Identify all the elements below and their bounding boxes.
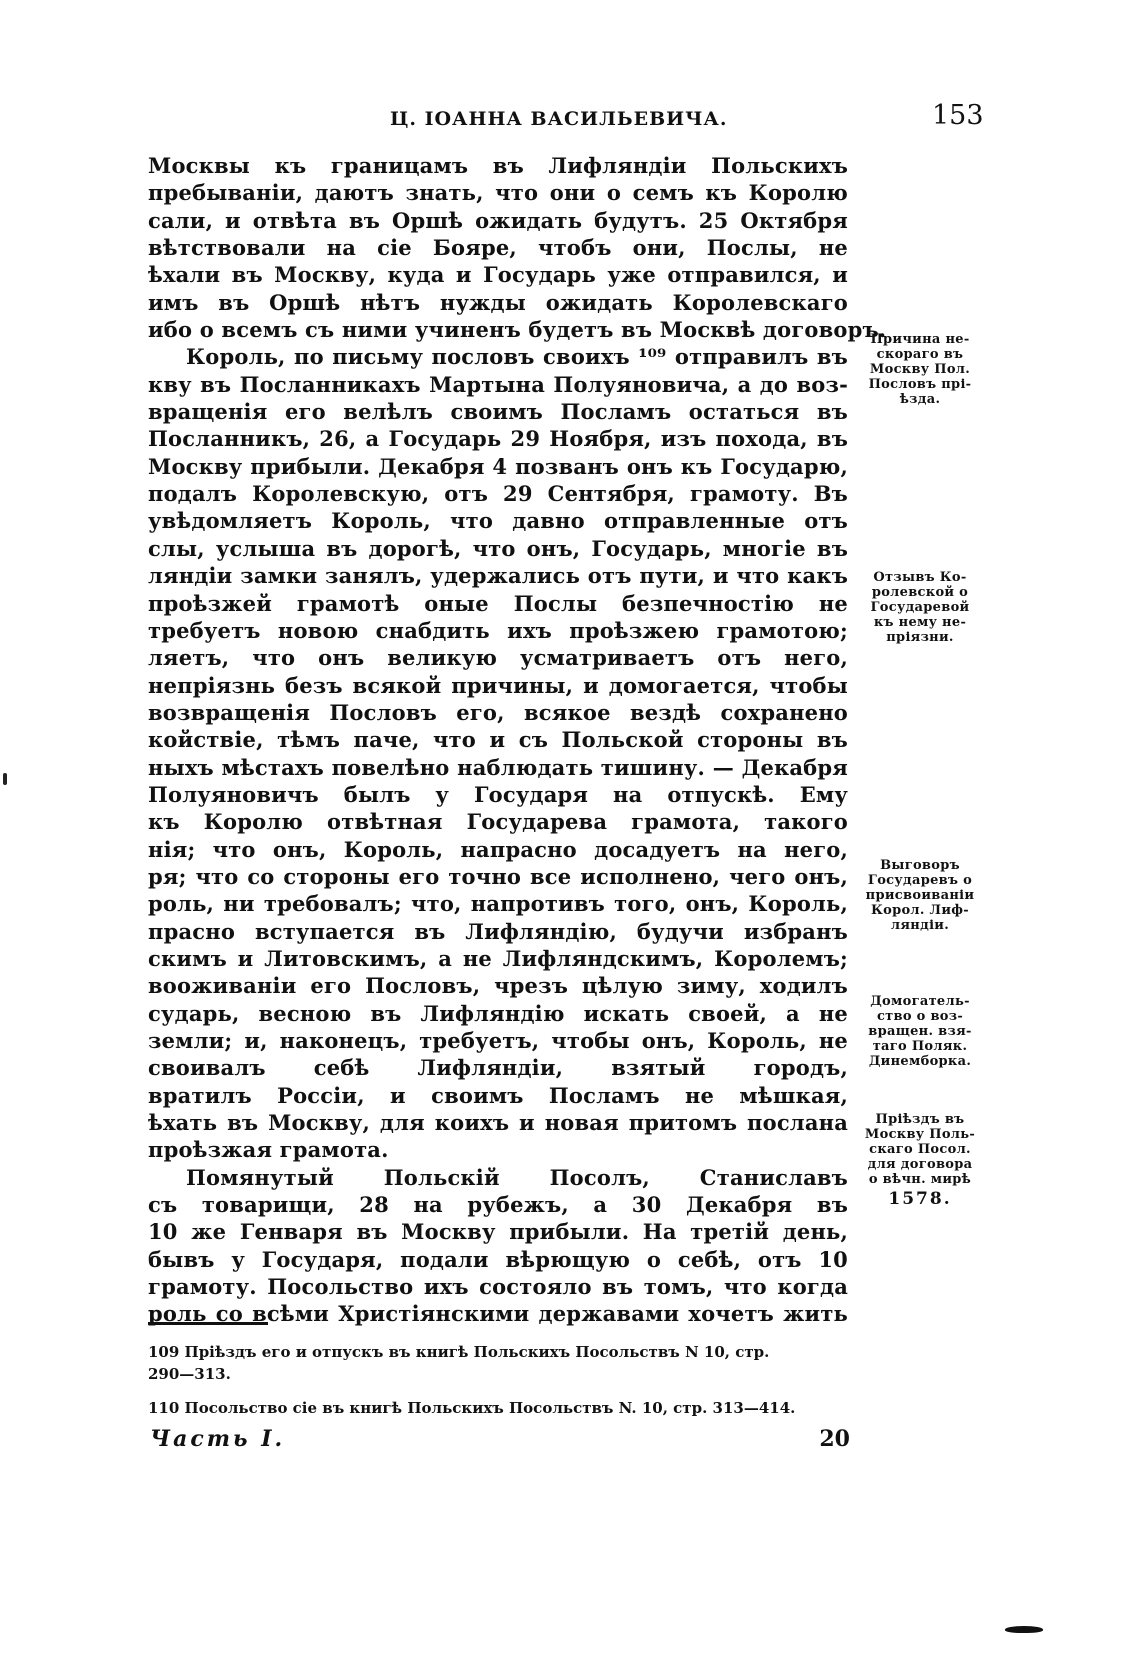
text-line: 10 же Генваря въ Москву прибыли. На третій день, [148,1219,848,1245]
margin-note-line: о вѣчн. мирѣ [868,1172,972,1187]
text-line: ляндіи замки занялъ, удержались отъ пути, и что какъ [148,563,848,589]
text-line: земли; и, наконецъ, требуетъ, чтобы онъ, Король, не [148,1028,848,1053]
text-line: имъ въ Оршѣ нѣтъ нужды ожидать Королевскаго [148,289,848,315]
margin-note-line: Домогатель- [870,994,970,1009]
margin-note-line: Москву Пол. [869,362,971,377]
footnote-gap [148,1385,848,1397]
text-line: слы, услыша въ дорогѣ, что онъ, Государь, многіе въ [148,535,848,561]
text-line: прасно вступается въ Лифляндію, будучи избранъ [148,918,848,944]
margin-note-line: Отзывъ Ко- [873,570,967,585]
text-line: грамоту. Посольство ихъ состояло въ томъ, что когда [148,1274,848,1300]
margin-note [855,858,985,933]
text-line: кву въ Посланникахъ Мартына Полуяновича, а до воз- [148,371,848,397]
text-line: Полуяновичъ былъ у Государя на отпускѣ. Ему [148,781,848,807]
text-line: Помянутый Польскій Посолъ, Станиславъ [186,1164,848,1190]
text-line: Король, по письму пословъ своихъ ¹⁰⁹ отправилъ въ [186,344,848,370]
text-line: подалъ Королевскую, отъ 29 Сентября, грамоту. Въ [148,481,848,507]
margin-note-line: къ нему не- [873,615,967,630]
text-line: ляетъ, что онъ великую усматриваетъ отъ него, [148,645,848,671]
text-line: сали, и отвѣта въ Оршѣ ожидать будутъ. 25 Октября [148,207,848,233]
part-label: Часть I. [150,1426,286,1452]
footnote-line: 109 Пріѣздъ его и отпускъ въ книгѣ Польскихъ Посольствъ N 10, стр. [148,1343,770,1361]
text-line: Москву прибыли. Декабря 4 позванъ онъ къ Государю, [148,453,848,479]
margin-note-line: Корол. Лиф- [870,903,970,918]
text-line: требуетъ новою снабдить ихъ проѣзжею грамотою; [148,617,848,643]
margin-note-line: Государевъ о [867,873,973,888]
margin-note-line: для договора [867,1157,973,1172]
main-text [148,152,887,1328]
text-line: скимъ и Литовскимъ, а не Лифляндскимъ, Королемъ; [148,945,848,971]
footnotes [148,1341,848,1419]
sheet-number: 20 [819,1426,850,1452]
text-line: ѣхали въ Москву, куда и Государь уже отправился, и [148,262,848,288]
text-line: роль со всѣми Христіянскими державами хочетъ жить [148,1301,848,1327]
margin-note-line: ѣзда. [899,392,941,407]
margin-note-line: ролевской о [871,585,969,600]
margin-note-line: Москву Поль- [864,1127,976,1142]
text-line: роль, ни требовалъ; что, напротивъ того, онъ, Король, [148,891,848,917]
margin-note [855,332,985,407]
footnote-line: 110 Посольство сіе въ книгѣ Польскихъ Посольствъ N. 10, стр. 313—414. [148,1399,796,1417]
text-line: ибо о всемъ съ ними учиненъ будетъ въ Москвѣ договоръ. [148,317,887,343]
text-line: ря; что со стороны его точно все исполнено, чего онъ, [148,863,848,889]
margin-note-line: Динемборка. [868,1054,972,1069]
text-line: нія; что онъ, Король, напрасно досадуетъ на него, [148,836,848,862]
margin-note-line: скаго Посол. [869,1142,971,1157]
page-number: 153 [932,100,984,131]
footnote-line: 290—313. [148,1365,231,1383]
text-line: непріязнь безъ всякой причины, и домогается, чтобы [148,672,848,698]
margin-note-line: пріязни. [886,630,954,645]
margin-note-line: присвоиваніи [865,888,975,903]
text-line: вѣтствовали на сіе Бояре, чтобъ они, Послы, не [148,235,848,261]
margin-note-line: таго Поляк. [872,1039,968,1054]
text-line: пребываніи, даютъ знать, что они о семъ къ Королю [148,180,848,206]
corner-ink-mark [1005,1626,1043,1633]
text-line: Посланникъ, 26, а Государь 29 Ноября, изъ похода, въ [148,426,848,452]
text-line: бывъ у Государя, подали вѣрющую о себѣ, отъ 10 [148,1246,848,1272]
margin-note-line: вращен. взя- [868,1024,972,1039]
footnote-rule [148,1322,268,1325]
text-line: проѣзжая грамота. [148,1137,389,1163]
text-line: сударь, весною въ Лифляндію искать своей, а не [148,1000,848,1026]
text-line: къ Королю отвѣтная Государева грамота, такого [148,809,848,835]
margin-note [855,994,985,1069]
text-line: Москвы къ границамъ въ Лифляндіи Польскихъ [148,153,848,178]
margin-note-line: скораго въ [876,347,964,362]
text-line: ныхъ мѣстахъ повелѣно наблюдать тишину. — Декабря [148,754,848,780]
margin-note [855,1112,985,1211]
margin-note-line: Государевой [870,600,970,615]
text-line: своивалъ себѣ Лифляндіи, взятый городъ, [148,1055,848,1081]
margin-note-line: Причина не- [870,332,970,347]
text-line: ѣхать въ Москву, для коихъ и новая притомъ послана [148,1110,848,1136]
text-line: проѣзжей грамотѣ оные Послы безпечностію не [148,590,848,616]
signature-line [150,1426,850,1452]
text-line: койствіе, тѣмъ паче, что и съ Польской стороны въ [148,727,848,753]
margin-note-line: ляндіи. [890,918,950,933]
text-line: вращенія его велѣлъ своимъ Посламъ остаться въ [148,399,848,425]
running-title: Ц. ІОАННА ВАСИЛЬЕВИЧА. [390,108,728,130]
margin-dot-mark [3,773,7,785]
text-line: вооживаніи его Пословъ, чрезъ цѣлую зиму, ходилъ [148,973,848,999]
text-line: возвращенія Пословъ его, всякое вездѣ сохранено [148,699,848,725]
margin-note-year: 1578. [888,1189,952,1209]
margin-note-line: Выговоръ [880,858,960,873]
text-line: вратилъ Россіи, и своимъ Посламъ не мѣшкая, [148,1082,848,1108]
margin-note-line: ство о воз- [876,1009,964,1024]
margin-note-line: Пріѣздъ въ [875,1112,965,1127]
text-line: съ товарищи, 28 на рубежъ, а 30 Декабря въ [148,1192,848,1218]
text-line: увѣдомляетъ Король, что давно отправленные отъ [148,508,848,534]
margin-note-line: Пословъ прі- [868,377,972,392]
margin-note [855,570,985,645]
